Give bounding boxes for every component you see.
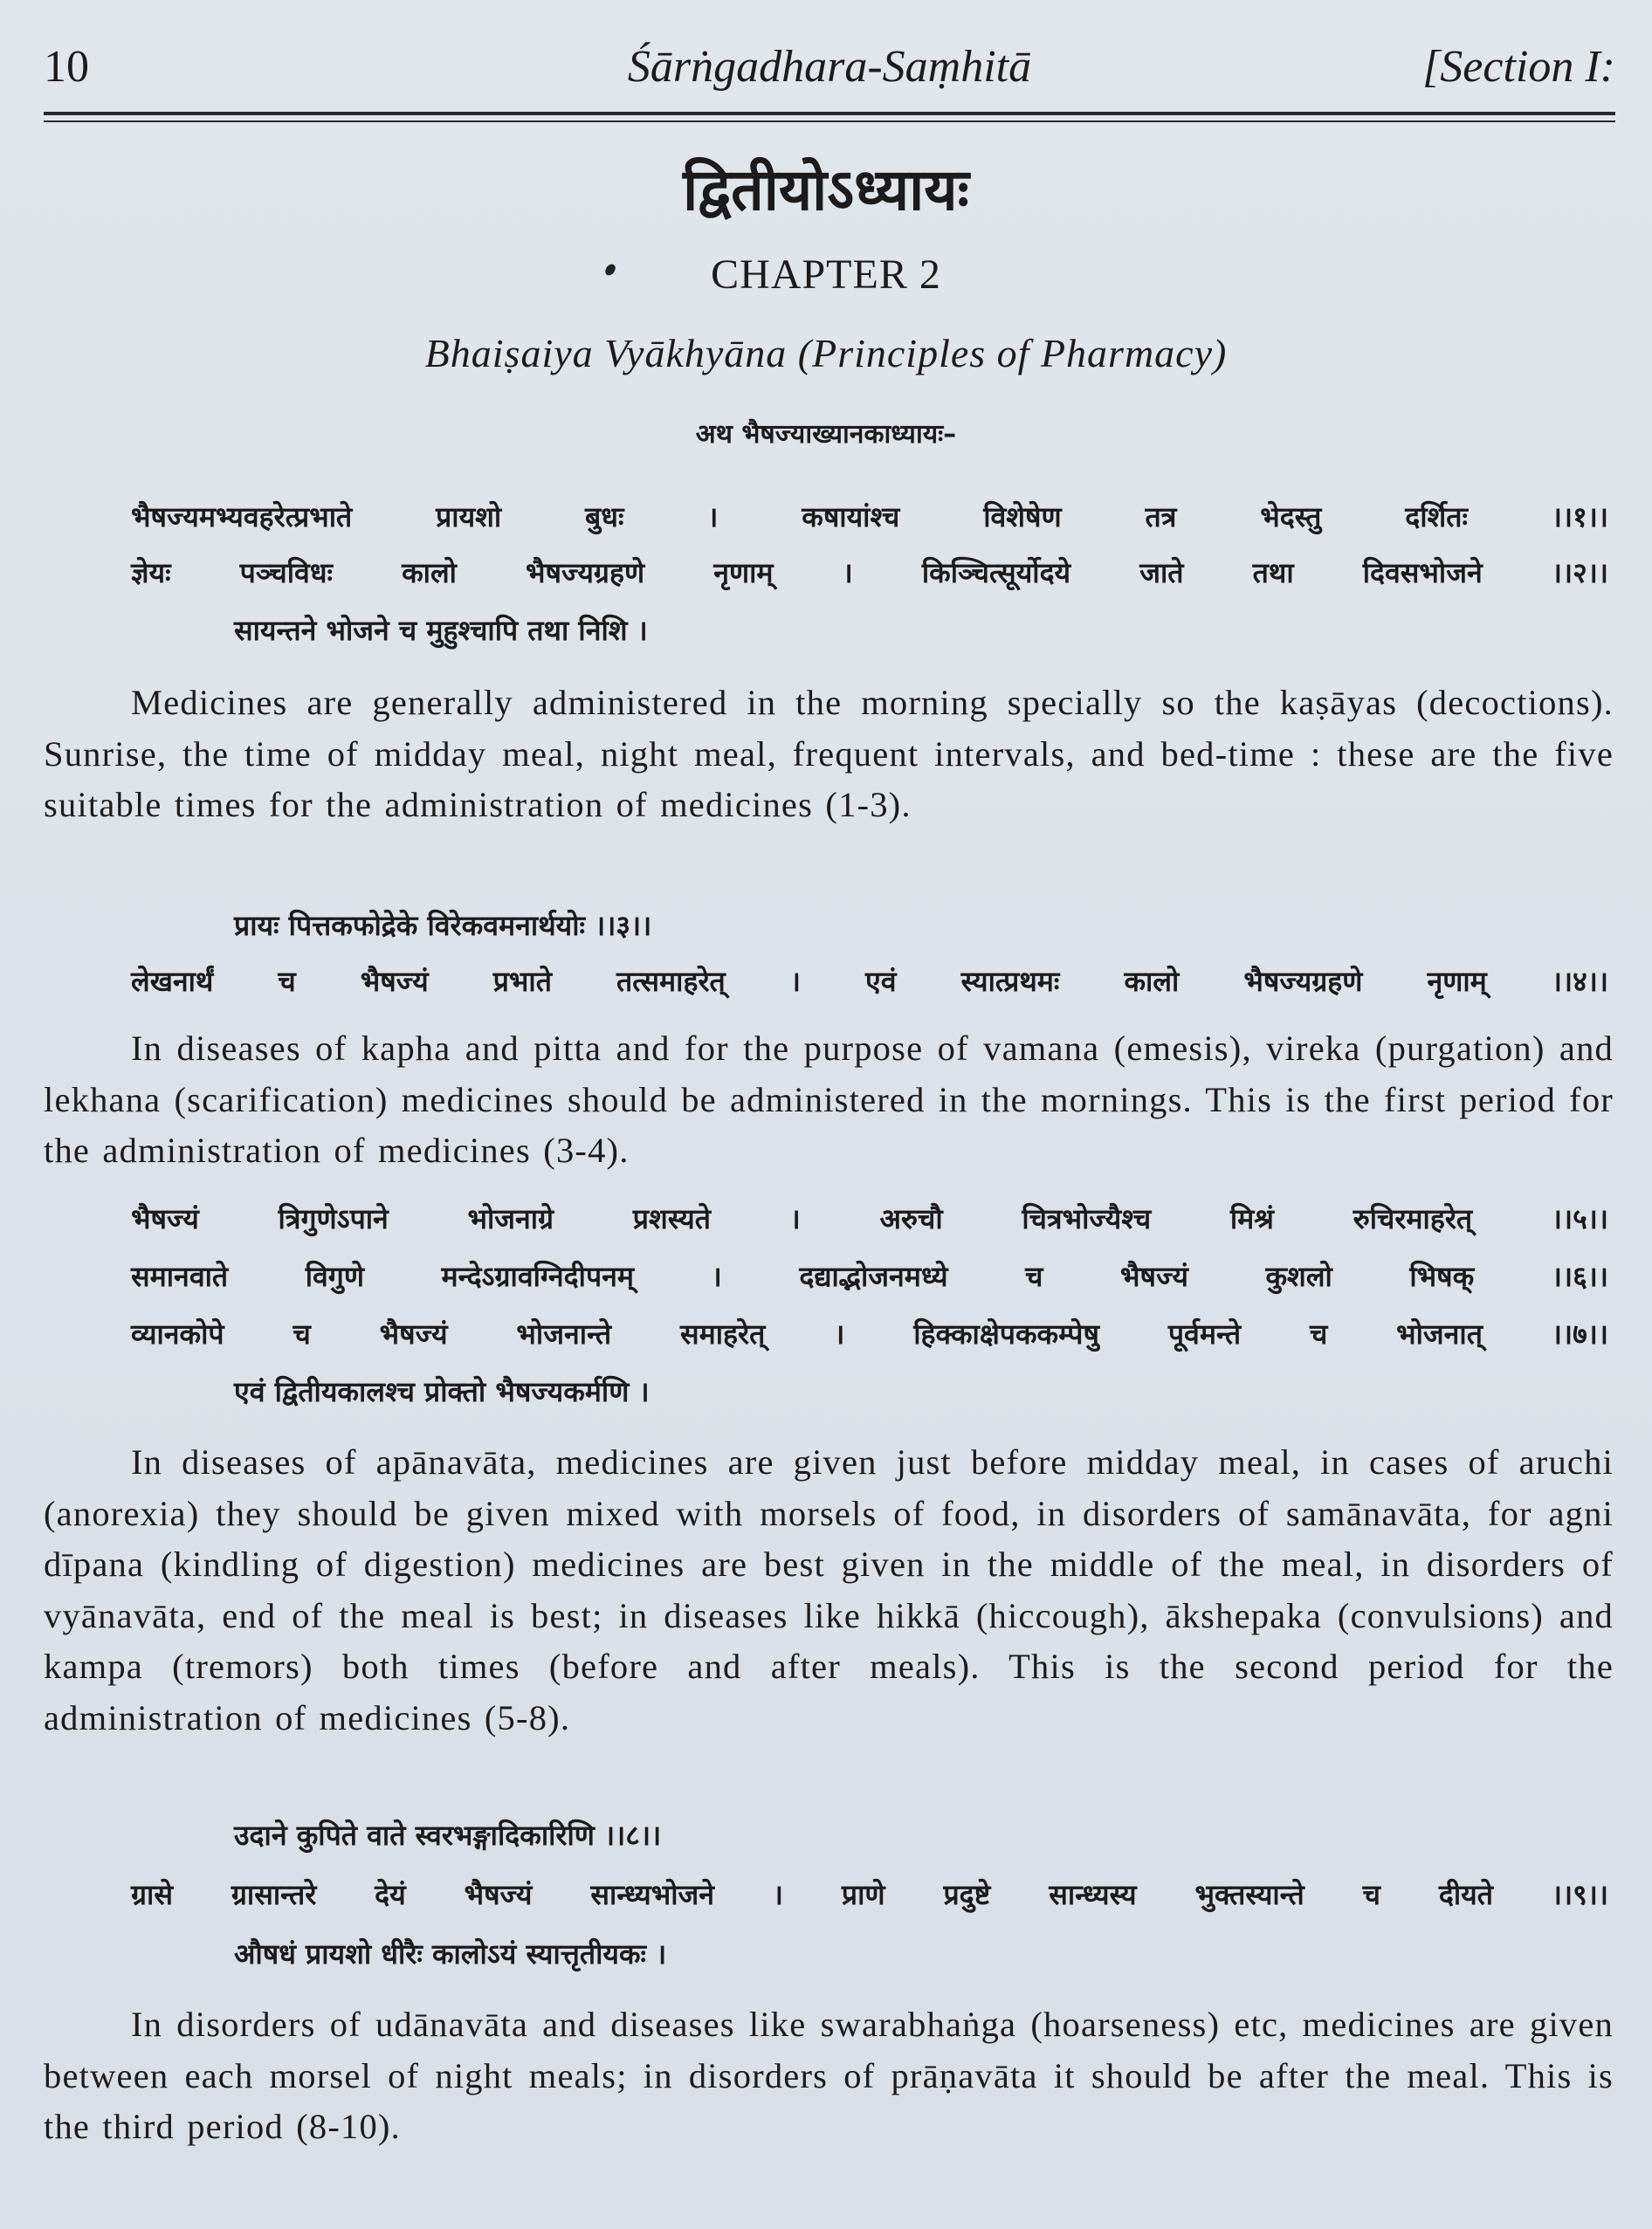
page-header <box>44 37 1615 98</box>
chapter-title: CHAPTER 2 <box>711 251 941 298</box>
verse-line: भैषज्यं त्रिगुणेऽपाने भोजनाग्रे प्रशस्यते । अरुचौ चित्रभोज्यैश्च मिश्रं रुचिरमाहरेत् ।।५।। <box>131 1202 1608 1235</box>
verse-line: समानवाते विगुणे मन्देऽग्रावग्निदीपनम् । दद्याद्भोजनमध्ये च भैषज्यं कुशलो भिषक् ।।६।। <box>131 1260 1608 1293</box>
verse-line: भैषज्यमभ्यवहरेत्प्रभाते प्रायशो बुधः । कषायांश्च विशेषेण तत्र भेदस्तु दर्शितः ।।१।। <box>131 500 1608 533</box>
chapter-title-devanagari: द्वितीयोऽध्यायः <box>683 156 969 224</box>
translation-paragraph <box>44 1023 1614 1177</box>
verse-line: औषधं प्रायशो धीरैः कालोऽयं स्यात्तृतीयकः । <box>234 1937 667 1971</box>
running-title: Śārṅgadhara-Saṃhitā <box>627 42 1032 92</box>
paragraph-text: In disorders of udānavāta and diseases like swarabhaṅga (hoarseness) etc, medicines are given between each morsel of night meals; in disorders of prāṇavāta it should be after the meal. This is the third period (8-10). <box>44 2005 1614 2146</box>
page-number: 10 <box>44 42 89 92</box>
verse-line: ग्रासे ग्रासान्तरे देयं भैषज्यं सान्ध्यभोजने । प्राणे प्रदुष्टे सान्ध्यस्य भुक्तस्यान्ते च दीयते ।।९।। <box>131 1878 1608 1911</box>
verse-line: सायन्तने भोजने च मुहुश्चापि तथा निशि । <box>234 614 648 647</box>
verse-line: उदाने कुपिते वाते स्वरभङ्गादिकारिणि ।।८।। <box>234 1819 662 1852</box>
paragraph-text: In diseases of apānavāta, medicines are given just before midday meal, in cases of aruchi (anorexia) they should be given mixed with morsels of food, in disorders of samānavāta, for agni dīpana (kindling of digestion) medicines are best given in the middle of the meal, in disorders of vyānavāta, end of the meal is best; in diseases like hikkā (hiccough), ākshepaka (convulsions) and kampa (tremors) both times (before and after meals). This is the second period for the administration of medicines (5-8). <box>44 1442 1614 1737</box>
section-label: [Section I: <box>1422 42 1615 92</box>
paragraph-text: In diseases of kapha and pitta and for the purpose of vamana (emesis), vireka (purgation) and lekhana (scarification) medicines should be administered in the mornings. This is the first period for the administration of medicines (3-4). <box>44 1029 1614 1170</box>
header-rule-thin <box>44 120 1615 122</box>
paragraph-text: Medicines are generally administered in the morning specially so the kaṣāyas (decoctions). Sunrise, the time of midday meal, night meal, frequent intervals, and bed-time : these are the five suitable times for the administration of medicines (1-3). <box>44 683 1614 824</box>
translation-paragraph <box>44 678 1614 831</box>
translation-paragraph <box>44 1999 1614 2153</box>
verse-line: ज्ञेयः पञ्चविधः कालो भैषज्यग्रहणे नृणाम् । किञ्चित्सूर्योदये जाते तथा दिवसभोजने ।।२।। <box>131 556 1608 589</box>
verse-line: व्यानकोपे च भैषज्यं भोजनान्ते समाहरेत् । हिक्काक्षेपककम्पेषु पूर्वमन्ते च भोजनात् ।।७।। <box>131 1317 1608 1351</box>
verse-line: लेखनार्थं च भैषज्यं प्रभाते तत्समाहरेत् । एवं स्यात्प्रथमः कालो भैषज्यग्रहणे नृणाम् ।।४।। <box>131 965 1608 998</box>
translation-paragraph <box>44 1437 1614 1744</box>
verse-line: प्रायः पित्तकफोद्रेके विरेकवमनार्थयोः ।।३।। <box>234 909 652 942</box>
header-rule-thick <box>44 112 1615 115</box>
chapter-subtitle: Bhaiṣaiya Vyākhyāna (Principles of Pharmacy) <box>424 331 1228 375</box>
verse-line: एवं द्वितीयकालश्च प्रोक्तो भैषज्यकर्मणि । <box>234 1375 650 1408</box>
chapter-intro-verse: अथ भैषज्याख्यानकाध्यायः– <box>695 419 957 450</box>
